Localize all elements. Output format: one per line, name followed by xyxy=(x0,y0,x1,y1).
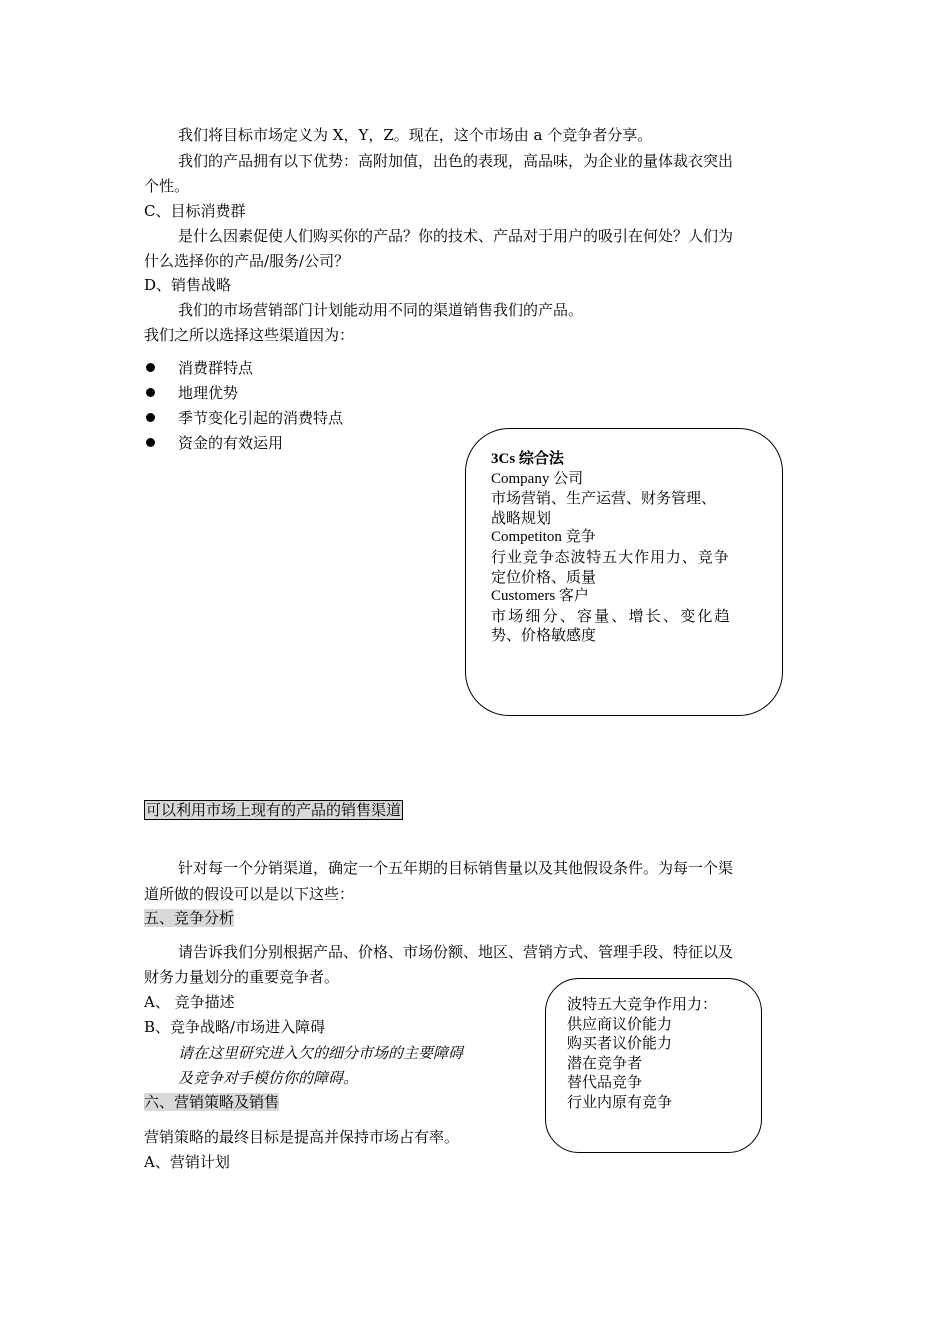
paragraph-channels-reason: 我们之所以选择这些渠道因为： xyxy=(144,326,355,344)
callout-3cs-line: Company 公司 xyxy=(491,470,584,487)
bullet-dot-icon xyxy=(146,363,155,372)
callout-porter-line: 供应商议价能力 xyxy=(567,1014,673,1033)
heading-target-consumers: C、目标消费群 xyxy=(144,202,246,220)
paragraph-purchase-factors: 是什么因素促使人们购买你的产品？你的技术、产品对于用户的吸引在何处？人们为 xyxy=(178,227,734,245)
callout-porter-line: 波特五大竞争作用力： xyxy=(567,995,718,1013)
paragraph-marketing-goal: 营销策略的最终目标是提高并保持市场占有率。 xyxy=(144,1128,460,1146)
callout-3cs-line: 行业竞争态波特五大作用力、竞争 xyxy=(491,547,730,566)
paragraph-distribution: 针对每一个分销渠道，确定一个五年期的目标销售量以及其他假设条件。为每一个渠 xyxy=(178,859,734,877)
list-item-label: 资金的有效运用 xyxy=(178,434,284,452)
callout-porter-line: 替代品竞争 xyxy=(567,1073,643,1092)
callout-3cs-line: 市场营销、生产运营、财务管理、 xyxy=(491,489,717,508)
item-competition-strategy: B、竞争战略/市场进入障碍 xyxy=(144,1018,326,1036)
paragraph-channels-plan: 我们的市场营销部门计划能动用不同的渠道销售我们的产品。 xyxy=(178,301,584,319)
paragraph-purchase-factors-cont: 什么选择你的产品/服务/公司？ xyxy=(144,252,350,270)
bullet-dot-icon xyxy=(146,438,155,447)
callout-porter-line: 行业内原有竞争 xyxy=(567,1092,673,1111)
callout-3cs-line: 市场细分、容量、增长、变化趋 xyxy=(491,606,732,625)
list-item-label: 消费群特点 xyxy=(178,359,254,377)
note-barriers-cont: 及竞争对手模仿你的障碍。 xyxy=(178,1069,359,1087)
callout-3cs-line: 势、价格敏感度 xyxy=(491,626,597,645)
callout-3cs-line: 定位价格、质量 xyxy=(491,567,597,586)
bullet-dot-icon xyxy=(146,413,155,422)
list-item-label: 地理优势 xyxy=(178,384,239,402)
item-competition-description: A、 竞争描述 xyxy=(144,993,235,1011)
callout-3cs-line: 战略规划 xyxy=(491,508,552,527)
list-item-label: 季节变化引起的消费特点 xyxy=(178,409,344,427)
section-marketing-heading: 六、营销策略及销售 xyxy=(144,1093,280,1111)
callout-porter-five-forces xyxy=(545,978,762,1153)
item-marketing-plan: A、营销计划 xyxy=(144,1153,230,1171)
callout-3cs xyxy=(465,428,783,716)
paragraph-advantages: 我们的产品拥有以下优势：高附加值，出色的表现，高品味，为企业的量体裁衣突出 xyxy=(178,152,734,170)
section-competition-heading: 五、竞争分析 xyxy=(144,909,235,927)
callout-porter-line: 购买者议价能力 xyxy=(567,1034,673,1053)
callout-3cs-title: 3Cs 综合法 xyxy=(491,451,564,467)
note-barriers: 请在这里研究进入欠的细分市场的主要障碍 xyxy=(178,1044,464,1062)
callout-3cs-line: Customers 客户 xyxy=(491,588,589,605)
paragraph-competitors-cont: 财务力量划分的重要竞争者。 xyxy=(144,968,340,986)
paragraph-market-definition: 我们将目标市场定义为 X，Y，Z。现在，这个市场由 a 个竞争者分享。 xyxy=(178,126,653,144)
paragraph-advantages-cont: 个性。 xyxy=(144,177,190,195)
channels-label: 可以利用市场上现有的产品的销售渠道 xyxy=(146,801,402,819)
paragraph-competitors: 请告诉我们分别根据产品、价格、市场份额、地区、营销方式、管理手段、特征以及 xyxy=(178,943,734,961)
callout-porter-line: 潜在竞争者 xyxy=(567,1053,643,1072)
heading-sales-strategy: D、销售战略 xyxy=(144,276,232,294)
callout-3cs-line: Competiton 竞争 xyxy=(491,529,596,546)
bullet-dot-icon xyxy=(146,388,155,397)
paragraph-distribution-cont: 道所做的假设可以是以下这些： xyxy=(144,885,355,903)
